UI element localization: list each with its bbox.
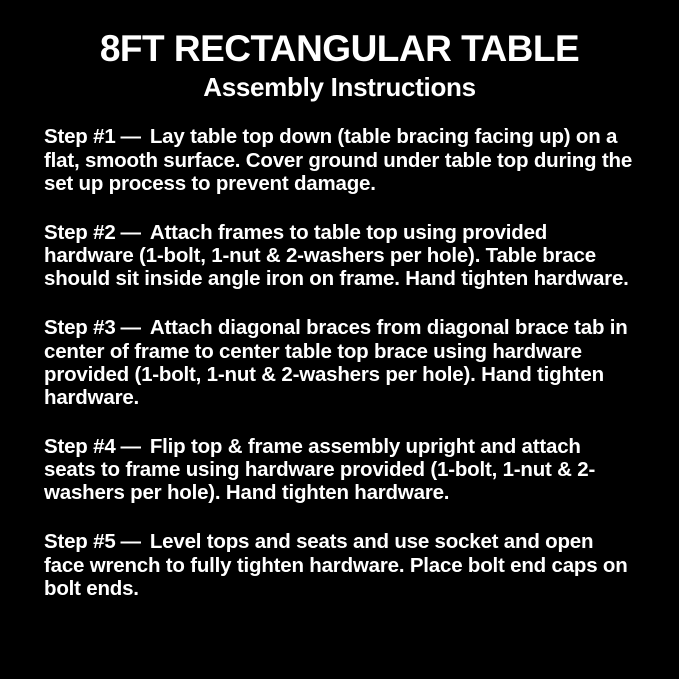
step-5-separator: — — [120, 530, 141, 554]
steps-list — [44, 125, 635, 600]
step-4-label: Step #4 — [44, 435, 116, 458]
step-1-paragraph — [44, 125, 635, 194]
step-3-separator: — — [120, 316, 141, 340]
step-2-text: Attach frames to table top using provided hardware (1-bolt, 1-nut & 2-washers per hole). Table brace should sit inside angle iron on frame. Hand tighten hardware. — [44, 220, 629, 291]
step-5-paragraph — [44, 530, 635, 599]
step-1-separator: — — [120, 125, 141, 149]
page-title: 8FT RECTANGULAR TABLE — [99, 28, 580, 69]
sheet-header — [44, 30, 635, 101]
step-1-label: Step #1 — [44, 125, 116, 149]
step-4-paragraph — [44, 435, 635, 504]
step-3-text: Attach diagonal braces from diagonal brace tab in center of frame to center table top brace using hardware provided (1-bolt, 1-nut & 2-washers per hole). Hand tighten hardware. — [44, 316, 628, 409]
step-5-text: Level tops and seats and use socket and open face wrench to fully tighten hardware. Place bolt end caps on bolt ends. — [44, 530, 628, 600]
step-3-paragraph — [44, 316, 635, 409]
step-4-text: Flip top & frame assembly upright and attach seats to frame using hardware provided (1-bolt, 1-nut & 2-washers per hole). Hand tighten hardware. — [44, 435, 596, 505]
step-2-separator: — — [120, 220, 141, 244]
step-4-separator: — — [120, 435, 141, 458]
step-1-text: Lay table top down (table bracing facing up) on a flat, smooth surface. Cover ground under table top during the set up process to prevent damage. — [44, 125, 633, 195]
step-2-label: Step #2 — [44, 220, 116, 244]
page-subtitle: Assembly Instructions — [203, 71, 476, 102]
step-2-paragraph — [44, 221, 635, 290]
step-3-label: Step #3 — [44, 316, 116, 340]
step-5-label: Step #5 — [44, 530, 116, 554]
